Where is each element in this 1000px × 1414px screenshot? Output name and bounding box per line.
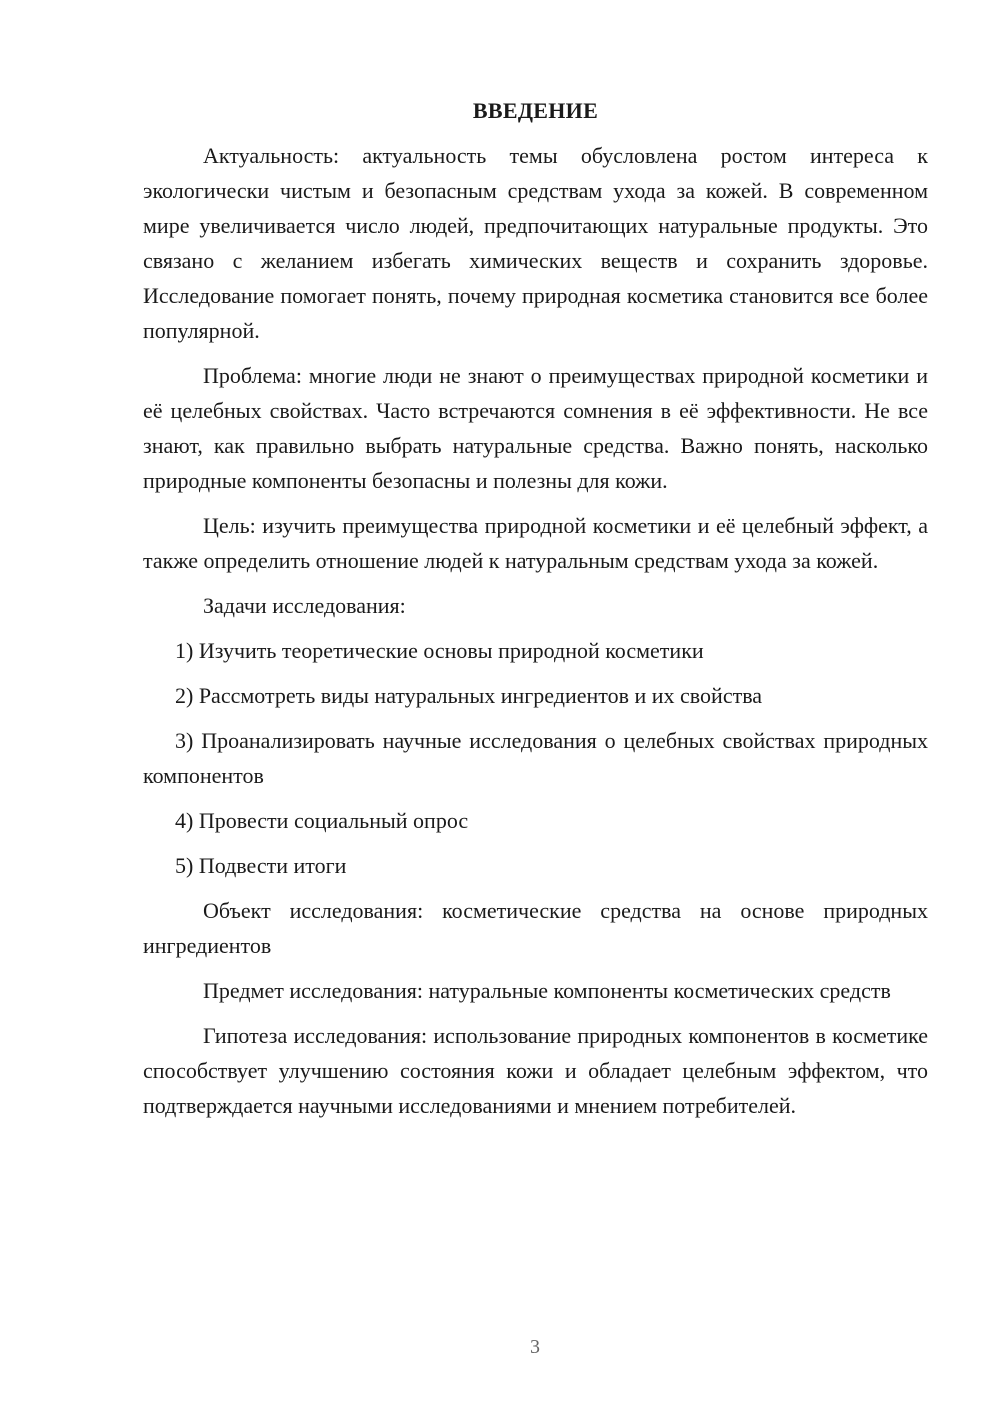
- task-item: 5) Подвести итоги: [175, 853, 347, 878]
- task-item: 4) Провести социальный опрос: [175, 808, 469, 833]
- paragraph-relevance: Актуальность: актуальность темы обусловлена ростом интереса к экологически чистым и безопасным средствам ухода за кожей. В современном мире увеличивается число людей, предпочитающих натуральные продукты. Это связано с желанием избегать химических веществ и сохранить здоровье. Исследование помогает понять, почему природная косметика становится все более популярной.: [143, 143, 928, 343]
- task-item: 1) Изучить теоретические основы природной косметики: [175, 638, 704, 663]
- task-item: 2) Рассмотреть виды натуральных ингредиентов и их свойства: [175, 683, 763, 708]
- paragraph-goal: Цель: изучить преимущества природной косметики и её целебный эффект, а также определить отношение людей к натуральным средствам ухода за кожей.: [143, 513, 928, 573]
- task-item: 3) Проанализировать научные исследования о целебных свойствах природных компонентов: [143, 728, 928, 788]
- page-number: 3: [530, 1336, 540, 1358]
- paragraph-subject: Предмет исследования: натуральные компоненты косметических средств: [203, 978, 891, 1003]
- section-title: ВВЕДЕНИЕ: [472, 98, 599, 123]
- paragraph-hypothesis: Гипотеза исследования: использование природных компонентов в косметике способствует улучшению состояния кожи и обладает целебным эффектом, что подтверждается научными исследованиями и мнением потребителей.: [143, 1023, 928, 1118]
- paragraph-problem: Проблема: многие люди не знают о преимуществах природной косметики и её целебных свойствах. Часто встречаются сомнения в её эффективности. Не все знают, как правильно выбрать натуральные средства. Важно понять, насколько природные компоненты безопасны и полезны для кожи.: [143, 363, 928, 493]
- paragraph-object: Объект исследования: косметические средства на основе природных ингредиентов: [143, 898, 928, 958]
- page-content: [143, 93, 928, 1133]
- tasks-heading: Задачи исследования:: [203, 593, 406, 618]
